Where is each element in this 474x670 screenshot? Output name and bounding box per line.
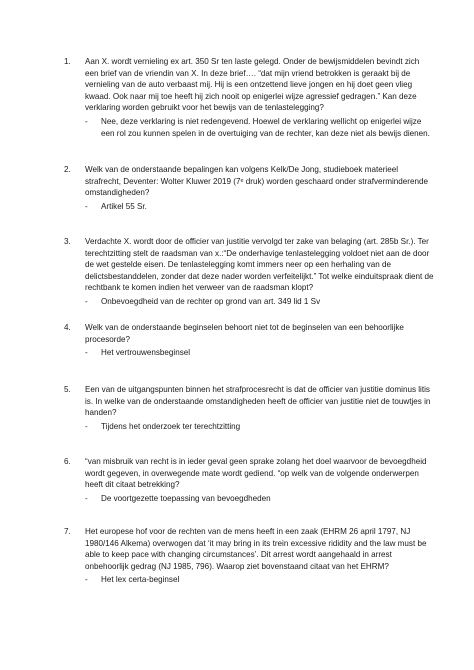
- answer-text: Tijdens het onderzoek ter terechtzitting: [101, 421, 241, 431]
- question-text: “van misbruik van recht is in ieder geval geen sprake zolang het doel waarvoor de bevoegdheid wordt gegeven, in overwegende mate wordt gediend. “op welk van de volgende onderwerpen heeft dit citaat betrekking?: [85, 457, 427, 490]
- answer: [85, 421, 434, 433]
- question-text: Welk van de onderstaande bepalingen kan volgens Kelk/De Jong, studieboek materieel strafrecht, Deventer: Wolter Kluwer 2019 (7ᵉ druk) worden geschaard onder strafverminderende omstandigheden?: [85, 165, 428, 198]
- question-3: [64, 236, 434, 308]
- question-5: [64, 384, 434, 432]
- question-number: 3.: [64, 237, 71, 246]
- answer: [85, 116, 434, 139]
- answer-text: Het vertrouwensbeginsel: [101, 348, 191, 358]
- answer-text: Nee, deze verklaring is niet redengevend. Hoewel de verklaring wellicht op enigerlei wijze een rol zou kunnen spelen in de overtuiging van de rechter, kan deze niet als bewijs dienen.: [101, 116, 430, 138]
- bullet-dash: -: [85, 348, 88, 358]
- bullet-dash: -: [85, 575, 88, 585]
- answer: [85, 296, 434, 308]
- question-text: Verdachte X. wordt door de officier van justitie vervolgd ter zake van belaging (art. 285b Sr.). Ter terechtzitting stelt de raadsman van x.:“De onderhavige tenlastelegging voldoet niet aan de door de wet gestelde eisen. De tenlastelegging komt immers neer op een herhaling van de delictsbestanddelen, zonder dat deze nader worden verfeitelijkt.” Tot welke einduitspraak dient de rechtbank te komen indien het verweer van de raadsman klopt?: [85, 237, 434, 293]
- question-7: [64, 526, 434, 586]
- question-number: 1.: [64, 57, 71, 66]
- answer: [85, 201, 434, 213]
- answer-text: De voortgezette toepassing van bevoegdheden: [101, 493, 271, 503]
- question-6: [64, 456, 434, 504]
- question-number: 7.: [64, 527, 71, 536]
- question-text: Een van de uitgangspunten binnen het strafprocesrecht is dat de officier van justitie dominus litis is. In welke van de onderstaande omstandigheden heeft de officier van justitie niet de touwtjes in handen?: [85, 385, 431, 418]
- question-1: [64, 56, 434, 139]
- question-number: 2.: [64, 165, 71, 174]
- bullet-dash: -: [85, 296, 88, 306]
- bullet-dash: -: [85, 493, 88, 503]
- question-4: [64, 322, 434, 359]
- question-number: 4.: [64, 323, 71, 332]
- question-text: Het europese hof voor de rechten van de mens heeft in een zaak (EHRM 26 april 1797, NJ 1980/146 Alkema) overwogen dat ‘it may bring in its trein excessive rididity and the law must be able to keep pace with changing circumstances’. Dit arrest wordt aangehaald in arrest onbehoorlijk gedrag (NJ 1985, 796). Waarop ziet bovenstaand citaat van het EHRM?: [85, 527, 427, 571]
- question-number: 5.: [64, 385, 71, 394]
- question-text: Aan X. wordt vernieling ex art. 350 Sr ten laste gelegd. Onder de bewijsmiddelen bevindt zich een brief van de vriendin van X. In deze brief…. “dat mijn vriend betrokken is geraakt bij de vernieling van de auto verbaast mij. Hij is een ontzettend lieve jongen en hij doet geen vlieg kwaad. Ook naar mij toe heeft hij zich nooit op enigerlei wijze agressief gedragen.” Kan deze verklaring worden gebruikt voor het bewijs van de tenlastelegging?: [85, 57, 420, 113]
- answer: [85, 347, 434, 359]
- answer-text: Het lex certa-beginsel: [101, 575, 180, 585]
- question-number: 6.: [64, 457, 71, 466]
- answer-text: Artikel 55 Sr.: [101, 201, 147, 211]
- question-2: [64, 164, 434, 212]
- bullet-dash: -: [85, 421, 88, 431]
- answer: [85, 574, 434, 586]
- bullet-dash: -: [85, 116, 88, 126]
- answer-text: Onbevoegdheid van de rechter op grond van art. 349 lid 1 Sv: [101, 296, 321, 306]
- question-text: Welk van de onderstaande beginselen behoort niet tot de beginselen van een behoorlijke procesorde?: [85, 323, 404, 344]
- bullet-dash: -: [85, 201, 88, 211]
- answer: [85, 493, 434, 505]
